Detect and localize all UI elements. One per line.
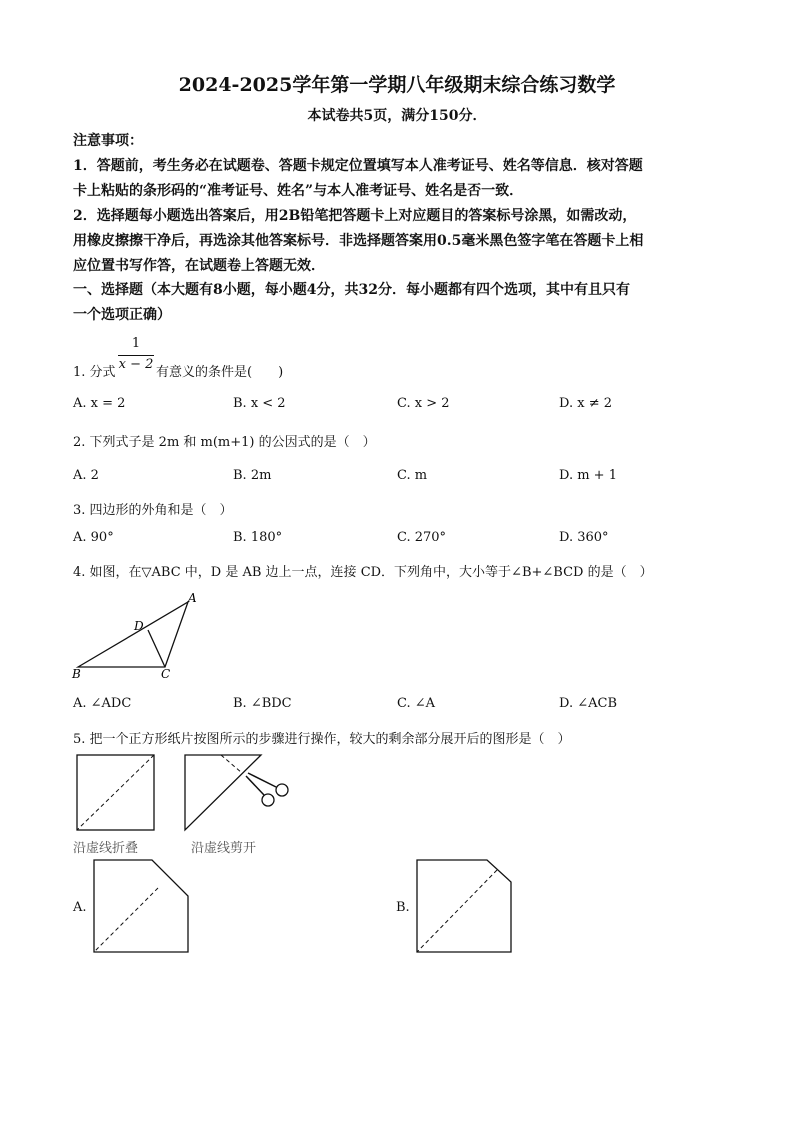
q5-option-a-label[interactable]: A. xyxy=(73,900,87,915)
scissors-icon xyxy=(246,773,288,806)
q5-option-b-label[interactable]: B. xyxy=(396,900,410,915)
label-point-b: B xyxy=(72,667,81,681)
q4-option-a[interactable]: A. ∠ADC xyxy=(73,696,132,711)
page-subtitle: 本试卷共5页，满分150分． xyxy=(307,108,487,124)
notice-line-2: 卡上粘贴的条形码的“准考证号、姓名”与本人准考证号、姓名是否一致． xyxy=(73,183,524,199)
q4-option-b[interactable]: B. ∠BDC xyxy=(233,696,292,711)
q1-fraction-bar xyxy=(118,355,154,356)
page-title: 2024-2025学年第一学期八年级期末综合练习数学 xyxy=(178,74,616,96)
q4-option-d[interactable]: D. ∠ACB xyxy=(559,696,618,711)
q3-option-a[interactable]: A. 90° xyxy=(73,530,114,545)
q5-step1-fold-figure xyxy=(76,754,156,832)
triangle-abc xyxy=(78,602,188,667)
fold-dashed-line xyxy=(77,755,154,830)
q1-option-d[interactable]: D. x ≠ 2 xyxy=(559,396,612,411)
q4-triangle-figure xyxy=(68,590,208,685)
q2-option-c[interactable]: C. m xyxy=(397,468,428,483)
q5-step2-cut-figure xyxy=(184,754,294,832)
notice-heading: 注意事项： xyxy=(73,133,143,149)
q3-text: 3. 四边形的外角和是（ ） xyxy=(73,503,233,518)
notice-line-5: 应位置书写作答，在试题卷上答题无效． xyxy=(73,258,325,274)
option-b-dashed-line xyxy=(417,870,497,952)
q5-step2-caption: 沿虚线剪开 xyxy=(191,841,257,856)
section-1-line-2: 一个选项正确） xyxy=(73,307,171,323)
section-1-line-1: 一、选择题（本大题有8小题，每小题4分，共32分．每小题都有四个选项，其中有且只有 xyxy=(73,282,630,298)
q2-option-b[interactable]: B. 2m xyxy=(233,468,272,483)
q1-fraction-numerator: 1 xyxy=(131,336,141,351)
q4-text: 4. 如图，在▽ABC 中，D 是 AB 边上一点，连接 CD．下列角中，大小等于∠B+∠BCD 的是（ ） xyxy=(73,565,653,580)
q1-option-c[interactable]: C. x > 2 xyxy=(397,396,450,411)
q5-option-a-figure[interactable] xyxy=(92,858,192,954)
notice-line-3: 2．选择题每小题选出答案后，用2B铅笔把答题卡上对应题目的答案标号涂黑，如需改动， xyxy=(73,208,637,224)
q3-option-d[interactable]: D. 360° xyxy=(559,530,609,545)
notice-line-1: 1．答题前，考生务必在试题卷、答题卡规定位置填写本人准考证号、姓名等信息．核对答题 xyxy=(73,158,643,174)
q1-prefix: 1. 分式 xyxy=(73,365,116,380)
q3-option-b[interactable]: B. 180° xyxy=(233,530,283,545)
q2-option-a[interactable]: A. 2 xyxy=(73,468,99,483)
q2-text: 2. 下列式子是 2m 和 m(m+1) 的公因式的是（ ） xyxy=(73,435,376,450)
q5-step1-caption: 沿虚线折叠 xyxy=(73,841,139,856)
q1-fraction-denominator: x − 2 xyxy=(118,357,154,372)
q4-option-c[interactable]: C. ∠A xyxy=(397,696,436,711)
q2-option-d[interactable]: D. m + 1 xyxy=(559,468,617,483)
q5-text: 5. 把一个正方形纸片按图所示的步骤进行操作，较大的剩余部分展开后的图形是（ ） xyxy=(73,732,571,747)
segment-cd xyxy=(148,630,165,667)
option-a-dashed-line xyxy=(94,888,158,952)
q1-suffix: 有意义的条件是( ) xyxy=(156,365,284,380)
q5-option-b-figure[interactable] xyxy=(415,858,515,954)
q1-option-b[interactable]: B. x < 2 xyxy=(233,396,286,411)
label-point-d: D xyxy=(134,619,144,633)
q1-option-a[interactable]: A. x = 2 xyxy=(73,396,126,411)
label-point-a: A xyxy=(188,591,197,605)
label-point-c: C xyxy=(161,667,171,681)
q3-option-c[interactable]: C. 270° xyxy=(397,530,447,545)
folded-triangle xyxy=(185,755,261,830)
cut-dashed-line xyxy=(221,755,242,773)
notice-line-4: 用橡皮擦擦干净后，再选涂其他答案标号．非选择题答案用0.5毫米黑色签字笔在答题卡上相 xyxy=(73,233,644,249)
